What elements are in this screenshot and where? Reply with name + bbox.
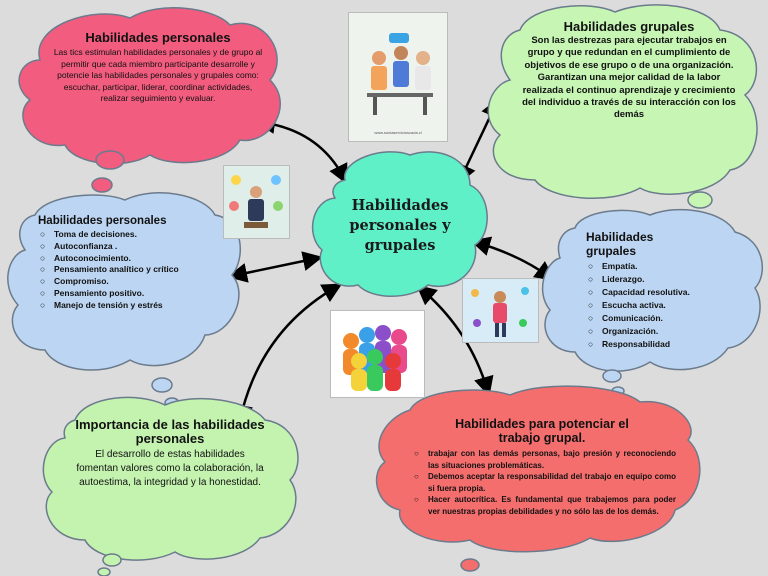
- list-item: ○ Manejo de tensión y estrés: [54, 300, 164, 312]
- list-item: ○ Escucha activa.: [602, 299, 736, 312]
- mid-right-list: [586, 260, 736, 351]
- bottom-left-section: [70, 418, 270, 490]
- top-right-title: Habilidades grupales: [563, 19, 695, 34]
- center-title: [330, 196, 470, 256]
- mid-right-section: [586, 230, 736, 351]
- center-title-line1: Habilidades: [351, 197, 449, 214]
- list-item: ○ Autoconfianza .: [54, 241, 213, 253]
- list-item: ○ Responsabilidad: [602, 338, 736, 351]
- top-right-section: [520, 19, 738, 122]
- mid-right-title: Habilidades grupales: [586, 230, 654, 258]
- list-item: ○ trabajar con las demás personas, bajo presión y reconociendo las situaciones problemáticas.: [428, 448, 676, 471]
- list-item: ○ Pensamiento analítico y crítico: [54, 264, 184, 276]
- bottom-left-title: Importancia de las habilidades personales: [75, 417, 265, 446]
- top-left-section: [50, 30, 266, 105]
- list-item: ○ Debemos aceptar la responsabilidad del trabajo en equipo como si fuera propia.: [428, 471, 676, 494]
- list-item: ○ Organización.: [602, 325, 736, 338]
- top-right-body-2: Garantizan una mejor calidad de la labor realizada el continuo aprendizaje y crecimiento del individuo a través de su interacción con los demás: [522, 72, 736, 121]
- bottom-right-list: [408, 448, 676, 517]
- list-item: ○ Compromiso.: [54, 276, 213, 288]
- list-item: ○ Pensamiento positivo.: [54, 288, 213, 300]
- center-title-line3: grupales: [364, 237, 436, 254]
- mid-left-section: [38, 215, 213, 312]
- arrow-bottom-left: [240, 286, 338, 420]
- arrow-mid-right: [475, 242, 551, 278]
- mid-left-title: Habilidades personales: [38, 215, 167, 227]
- arrow-mid-left: [232, 258, 318, 276]
- top-left-body: Las tics estimulan habilidades personales y de grupo al permitir que cada miembro participante desarrolle y potencie las habilidades personales y grupales como: escuchar, participar, liderar, coordinar actividades, realizar seguimiento y evaluar.: [53, 47, 263, 103]
- list-item: ○ Comunicación.: [602, 312, 736, 325]
- team-meeting-image: [348, 12, 448, 142]
- mid-left-list: [38, 229, 213, 312]
- bottom-right-title: Habilidades para potenciar el trabajo grupal.: [455, 417, 629, 445]
- bottom-right-section: [408, 417, 676, 517]
- list-item: ○ Capacidad resolutiva.: [602, 286, 736, 299]
- list-item: ○ Liderazgo.: [602, 273, 736, 286]
- multitask-person-image: [223, 165, 290, 239]
- list-item: ○ Empatía.: [602, 260, 736, 273]
- bottom-left-body: El desarrollo de estas habilidades fomentan valores como la colaboración, la autoestima, la integridad y la honestidad.: [76, 449, 264, 488]
- list-item: ○ Hacer autocrítica. Es fundamental que trabajemos para poder ver nuestras propias debilidades y no sólo las de los demás.: [428, 494, 676, 517]
- center-title-line2: personales y: [349, 217, 451, 234]
- top-left-title: Habilidades personales: [85, 30, 231, 45]
- puzzle-people-image: [330, 310, 425, 398]
- list-item: ○ Toma de decisiones.: [54, 229, 213, 241]
- leader-woman-image: [462, 278, 539, 343]
- top-right-body-1: Son las destrezas para ejecutar trabajos en grupo y que redundan en el cumplimiento de objetivos de ese grupo o de una organización.: [524, 35, 734, 71]
- image-caption: www.soniaservicioscada.cl: [374, 130, 422, 135]
- list-item: ○ Autoconocimiento.: [54, 253, 213, 265]
